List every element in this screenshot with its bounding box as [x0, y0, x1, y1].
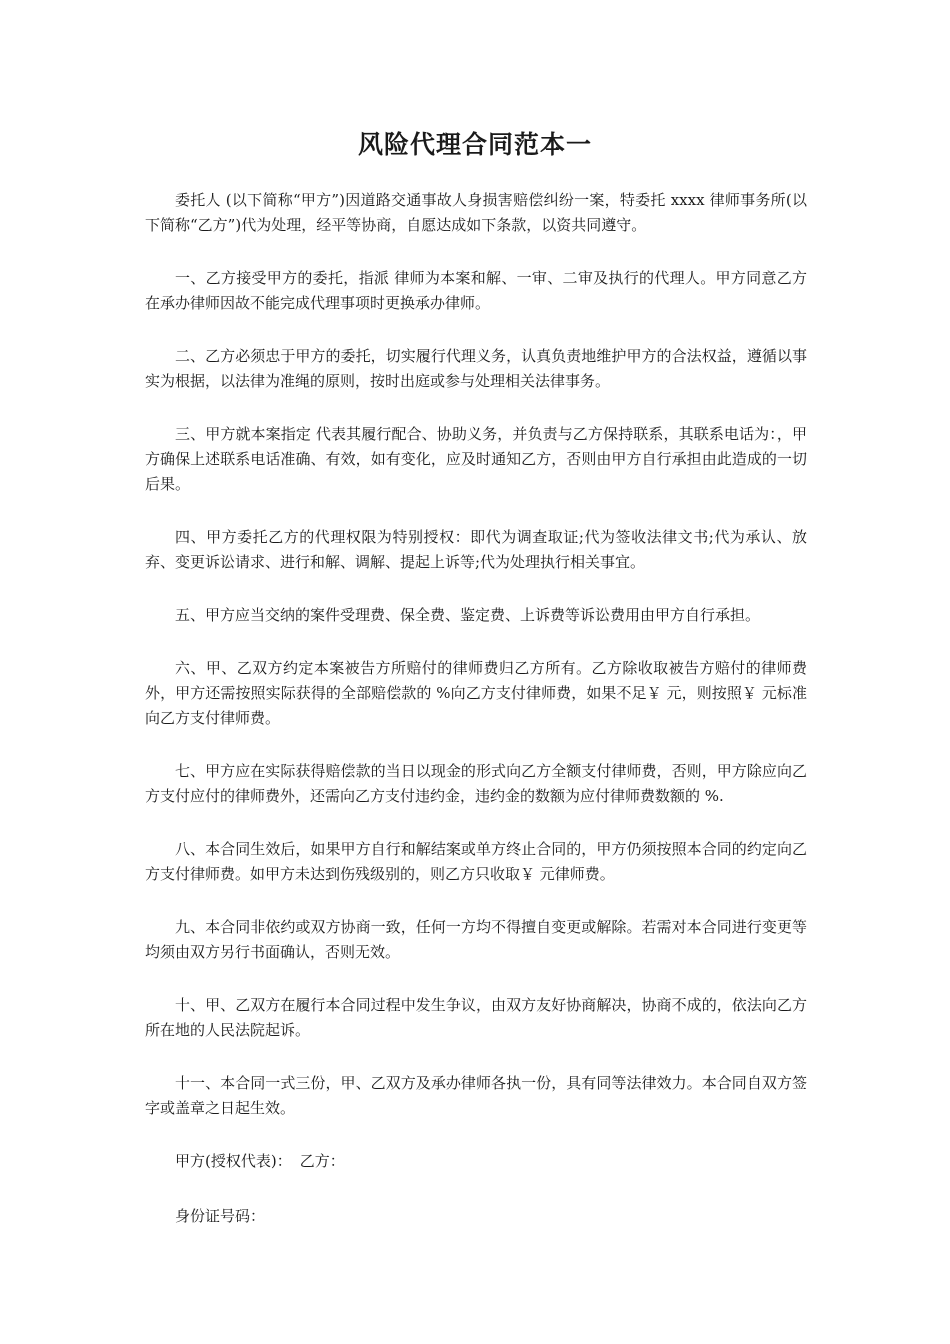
clause-10: 十、甲、乙双方在履行本合同过程中发生争议，由双方友好协商解决，协商不成的，依法向乙方所在地的人民法院起诉。 — [145, 996, 807, 1039]
id-number-line — [145, 1204, 807, 1229]
clause-3: 三、甲方就本案指定 代表其履行配合、协助义务，并负责与乙方保持联系，其联系电话为：，甲方确保上述联系电话准确、有效，如有变化，应及时通知乙方，否则由甲方自行承担由此造成的一切后果。 — [145, 425, 807, 493]
document-title: 风险代理合同范本一 — [357, 130, 592, 159]
clause-6: 六、甲、乙双方约定本案被告方所赔付的律师费归乙方所有。乙方除收取被告方赔付的律师费外，甲方还需按照实际获得的全部赔偿款的 %向乙方支付律师费，如果不足￥ 元，则按照￥ 元标准向乙方支付律师费。 — [145, 659, 807, 727]
party-a-label: 甲方(授权代表)： — [175, 1152, 292, 1170]
document-body — [145, 188, 807, 1259]
party-b-label: 乙方： — [299, 1152, 345, 1170]
clause-9: 九、本合同非依约或双方协商一致，任何一方均不得擅自变更或解除。若需对本合同进行变更等均须由双方另行书面确认，否则无效。 — [145, 918, 807, 961]
clause-1: 一、乙方接受甲方的委托，指派 律师为本案和解、一审、二审及执行的代理人。甲方同意乙方在承办律师因故不能完成代理事项时更换承办律师。 — [145, 269, 807, 312]
clause-8: 八、本合同生效后，如果甲方自行和解结案或单方终止合同的，甲方仍须按照本合同的约定向乙方支付律师费。如甲方未达到伤残级别的，则乙方只收取￥ 元律师费。 — [145, 840, 807, 883]
paragraph-preamble: 委托人 (以下简称“甲方”)因道路交通事故人身损害赔偿纠纷一案，特委托 xxxx 律师事务所(以下简称“乙方”)代为处理，经平等协商，自愿达成如下条款，以资共同遵守。 — [145, 191, 807, 234]
clause-2: 二、乙方必须忠于甲方的委托，切实履行代理义务，认真负责地维护甲方的合法权益，遵循以事实为根据，以法律为准绳的原则，按时出庭或参与处理相关法律事务。 — [145, 347, 807, 390]
clause-11: 十一、本合同一式三份，甲、乙双方及承办律师各执一份，具有同等法律效力。本合同自双方签字或盖章之日起生效。 — [145, 1074, 807, 1117]
clause-5: 五、甲方应当交纳的案件受理费、保全费、鉴定费、上诉费等诉讼费用由甲方自行承担。 — [175, 606, 761, 624]
id-number-label: 身份证号码： — [175, 1207, 266, 1225]
signature-line — [145, 1149, 807, 1174]
clause-7: 七、甲方应在实际获得赔偿款的当日以现金的形式向乙方全额支付律师费，否则，甲方除应向乙方支付应付的律师费外，还需向乙方支付违约金，违约金的数额为应付律师费数额的 %. — [145, 762, 807, 805]
clause-4: 四、甲方委托乙方的代理权限为特别授权：即代为调查取证;代为签收法律文书;代为承认、放弃、变更诉讼请求、进行和解、调解、提起上诉等;代为处理执行相关事宜。 — [145, 528, 807, 571]
